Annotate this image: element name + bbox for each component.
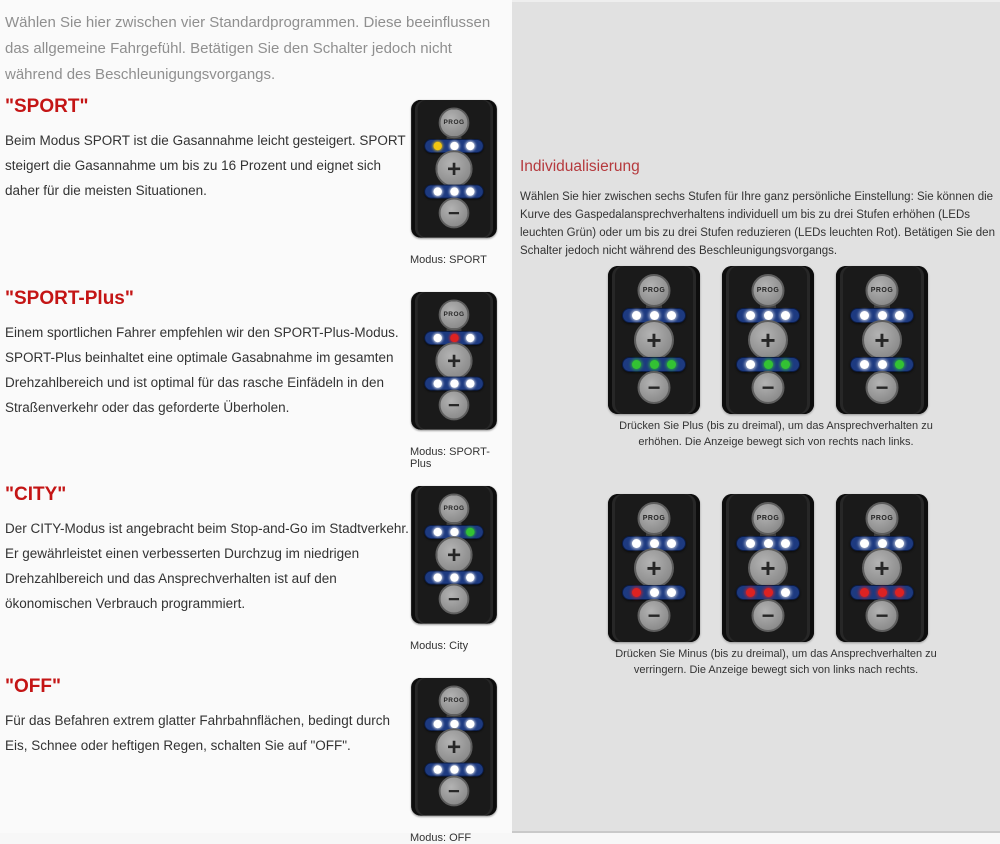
led-white [878, 360, 887, 369]
individualisierung-panel [512, 0, 1000, 833]
plus-button: + [748, 548, 788, 588]
led-green [895, 360, 904, 369]
prog-button: PROG [866, 502, 899, 535]
led-white [650, 539, 659, 548]
led-white [667, 539, 676, 548]
led-green [650, 360, 659, 369]
led-bar-bottom [736, 357, 800, 372]
plus-button: + [748, 320, 788, 360]
city-device-figure [410, 486, 510, 652]
minus-button: − [439, 584, 470, 615]
plus-button: + [862, 320, 902, 360]
sport-plus-device-figure [410, 292, 510, 470]
led-bar-bottom [850, 585, 914, 600]
off-heading: "OFF" [5, 676, 62, 697]
led-white [667, 311, 676, 320]
led-white [450, 573, 458, 581]
led-white [650, 588, 659, 597]
prog-button: PROG [439, 493, 470, 524]
led-white [746, 539, 755, 548]
minus-button: − [866, 371, 899, 404]
minus-button: − [439, 198, 470, 229]
intro-text: Wählen Sie hier zwischen vier Standardprogrammen. Diese beeinflussen das allgemeine Fahrgefühl. Betätigen Sie den Schalter jedoch nicht während des Beschleunigungsvorgangs. [5, 14, 491, 83]
plus-row-caption: Drücken Sie Plus (bis zu dreimal), um das Ansprechverhalten zu erhöhen. Die Anzeige bewegt sich von rechts nach links. [619, 420, 933, 448]
led-bar-bottom [622, 357, 686, 372]
led-red [895, 588, 904, 597]
led-bar-bottom [424, 763, 484, 777]
minus-steps-device-row [608, 494, 928, 642]
led-white [433, 379, 441, 387]
led-white [746, 360, 755, 369]
led-white [433, 528, 441, 536]
sport-description: Beim Modus SPORT ist die Gasannahme leicht gesteigert. SPORT steigert die Gasannahme um bis zu 16 Prozent und eignet sich daher für die meisten Situationen. [5, 133, 406, 198]
prog-button: PROG [439, 685, 470, 716]
plus-button: + [435, 728, 472, 765]
led-green [632, 360, 641, 369]
plus-button: + [634, 548, 674, 588]
led-white [895, 539, 904, 548]
led-green [466, 528, 474, 536]
pedalbox-device [722, 494, 814, 642]
led-red [878, 588, 887, 597]
pedalbox-device [722, 266, 814, 414]
led-red [764, 588, 773, 597]
prog-button: PROG [866, 274, 899, 307]
minus-button: − [866, 599, 899, 632]
minus-row-caption: Drücken Sie Minus (bis zu dreimal), um das Ansprechverhalten zu verringern. Die Anzeige bewegt sich von links nach rechts. [615, 648, 937, 676]
plus-steps-device-row [608, 266, 928, 414]
individualisierung-heading: Individualisierung [520, 158, 640, 175]
led-white [450, 187, 458, 195]
prog-button: PROG [439, 107, 470, 138]
pedalbox-device [411, 678, 497, 816]
pedalbox-device [411, 292, 497, 430]
prog-button: PROG [752, 502, 785, 535]
prog-button: PROG [439, 299, 470, 330]
led-bar-bottom [424, 571, 484, 585]
led-white [466, 720, 474, 728]
led-white [433, 334, 441, 342]
led-white [781, 311, 790, 320]
pedalbox-device [411, 100, 497, 238]
led-white [466, 765, 474, 773]
sport-plus-description: Einem sportlichen Fahrer empfehlen wir den SPORT-Plus-Modus. SPORT-Plus beinhaltet eine optimale Gasabnahme im gesamten Drehzahlbereich und ist optimal für das rasche Einfädeln in den Straßenverkehr oder das geforderte Überholen. [5, 325, 399, 415]
led-white [433, 187, 441, 195]
sport-heading: "SPORT" [5, 96, 89, 117]
pedalbox-device [411, 486, 497, 624]
led-white [450, 379, 458, 387]
plus-button: + [435, 150, 472, 187]
led-red [860, 588, 869, 597]
pedalbox-device [836, 494, 928, 642]
pedalbox-device [608, 266, 700, 414]
plus-button: + [435, 536, 472, 573]
led-white [667, 588, 676, 597]
city-heading: "CITY" [5, 484, 67, 505]
led-white [466, 334, 474, 342]
led-white [860, 539, 869, 548]
off-device-figure [410, 678, 510, 844]
led-white [632, 311, 641, 320]
led-green [764, 360, 773, 369]
minus-button: − [638, 371, 671, 404]
city-device-caption: Modus: City [410, 640, 469, 652]
sport-device-caption: Modus: SPORT [410, 254, 487, 266]
minus-button: − [752, 371, 785, 404]
led-bar-bottom [622, 585, 686, 600]
off-device-caption: Modus: OFF [410, 832, 472, 844]
led-white [450, 720, 458, 728]
led-green [781, 360, 790, 369]
led-red [632, 588, 641, 597]
minus-button: − [752, 599, 785, 632]
led-white [781, 588, 790, 597]
led-white [764, 311, 773, 320]
pedalbox-device [836, 266, 928, 414]
led-white [860, 360, 869, 369]
off-description: Für das Befahren extrem glatter Fahrbahnflächen, bedingt durch Eis, Schnee oder heftigen Regen, schalten Sie auf "OFF". [5, 713, 390, 753]
led-white [466, 142, 474, 150]
led-white [433, 573, 441, 581]
led-white [878, 311, 887, 320]
led-white [632, 539, 641, 548]
led-bar-bottom [736, 585, 800, 600]
plus-button: + [862, 548, 902, 588]
led-red [450, 334, 458, 342]
sport-plus-heading: "SPORT-Plus" [5, 288, 134, 309]
pedalbox-device [608, 494, 700, 642]
led-green [667, 360, 676, 369]
led-red [746, 588, 755, 597]
led-bar-bottom [424, 185, 484, 199]
led-white [466, 187, 474, 195]
prog-button: PROG [638, 274, 671, 307]
plus-button: + [634, 320, 674, 360]
sport-plus-device-caption: Modus: SPORT-Plus [410, 446, 490, 470]
minus-button: − [439, 390, 470, 421]
led-white [781, 539, 790, 548]
city-description: Der CITY-Modus ist angebracht beim Stop-and-Go im Stadtverkehr. Er gewährleistet einen verbesserten Durchzug im niedrigen Drehzahlbereich und das Ansprechverhalten ist auf den ökonomischen Verbrauch programmiert. [5, 521, 409, 611]
led-white [433, 720, 441, 728]
sport-device-figure [410, 100, 510, 266]
led-white [433, 765, 441, 773]
plus-button: + [435, 342, 472, 379]
minus-button: − [638, 599, 671, 632]
individualisierung-description: Wählen Sie hier zwischen sechs Stufen für Ihre ganz persönliche Einstellung: Sie können die Kurve des Gaspedalansprechverhaltens individuell um bis zu drei Stufen erhöhen (LEDs leuchten Grün) oder um bis zu drei Stufen reduzieren (LEDs leuchten Rot). Betätigen Sie den Schalter jedoch nicht während des Beschleunigungsvorgangs. [520, 191, 995, 257]
led-bar-bottom [850, 357, 914, 372]
led-white [764, 539, 773, 548]
prog-button: PROG [638, 502, 671, 535]
led-white [466, 573, 474, 581]
led-white [860, 311, 869, 320]
led-white [878, 539, 887, 548]
prog-button: PROG [752, 274, 785, 307]
led-bar-bottom [424, 377, 484, 391]
led-yellow [433, 142, 441, 150]
led-white [466, 379, 474, 387]
minus-button: − [439, 776, 470, 807]
led-white [650, 311, 659, 320]
led-white [450, 528, 458, 536]
led-white [450, 142, 458, 150]
led-white [895, 311, 904, 320]
led-white [450, 765, 458, 773]
led-white [746, 311, 755, 320]
